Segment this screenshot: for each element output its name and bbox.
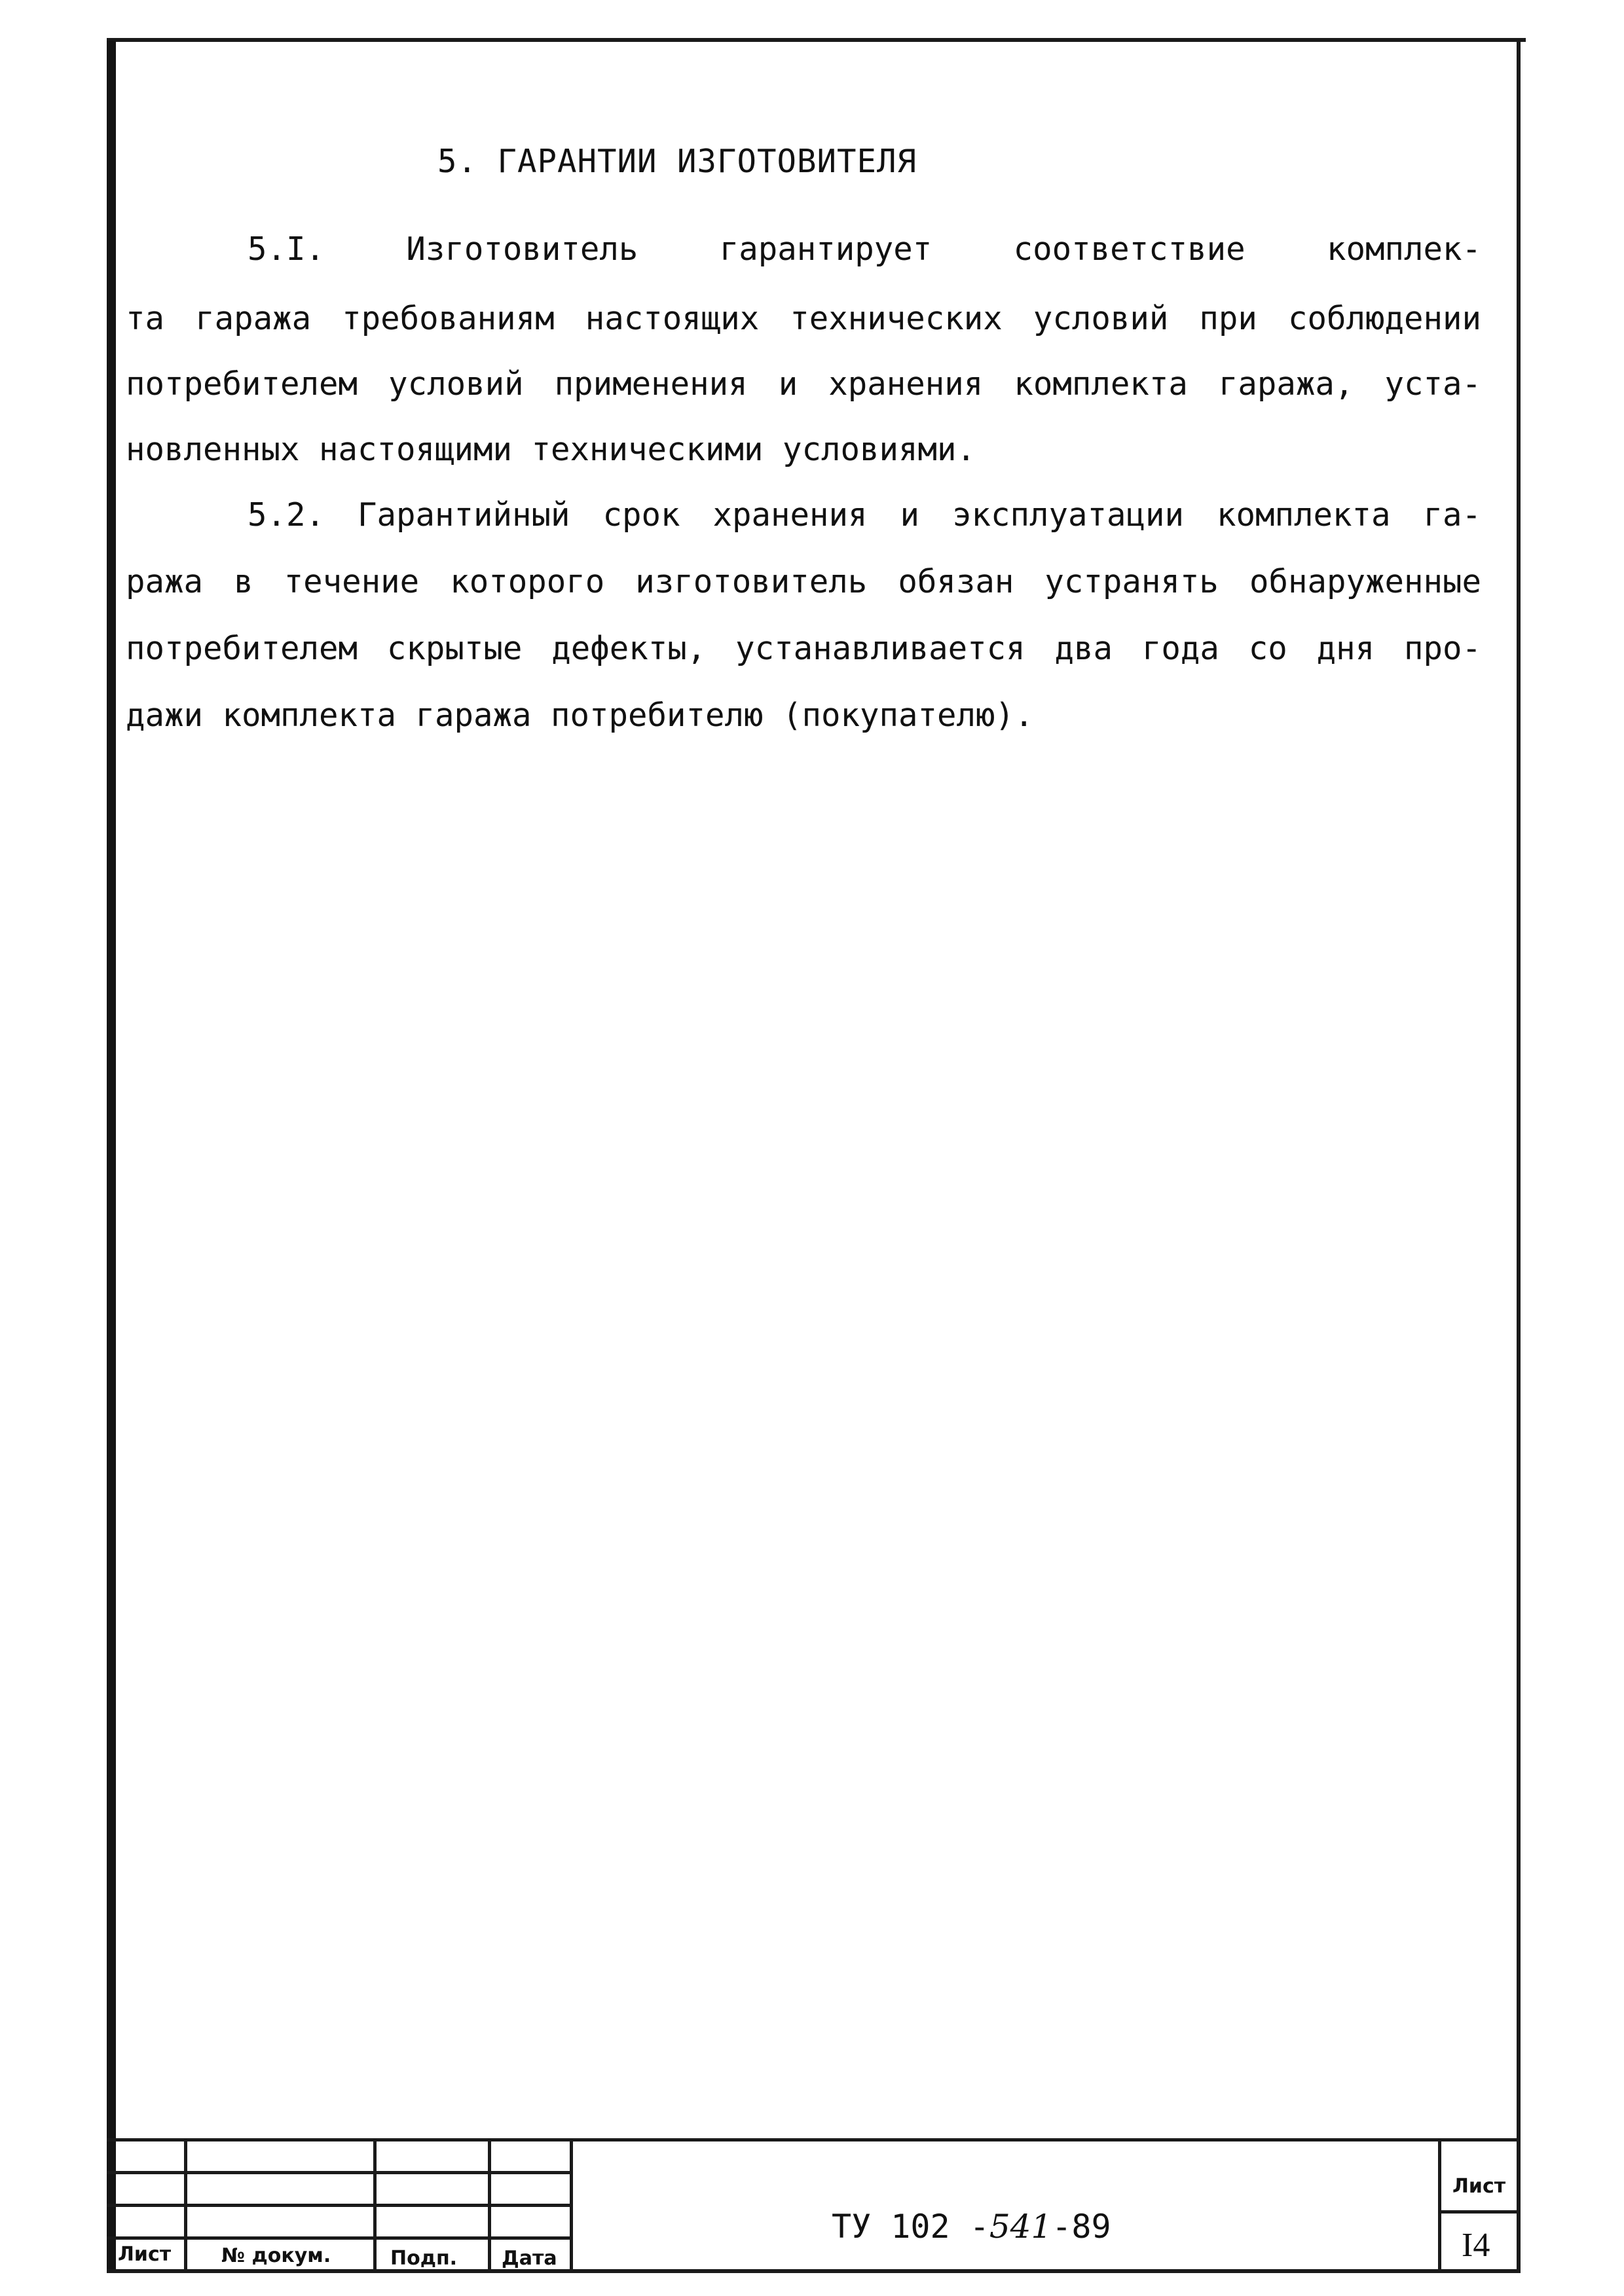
frame-bottom-border xyxy=(107,2269,1521,2273)
stamp-sheet-divider xyxy=(1438,2210,1521,2214)
document-code xyxy=(832,2208,1111,2246)
stamp-label-signature: Подп. xyxy=(390,2247,458,2270)
paragraph-1-line-4: новленных настоящими техническими условиями. xyxy=(126,431,976,468)
stamp-col-line-2 xyxy=(373,2138,377,2273)
stamp-row-line-1 xyxy=(107,2171,573,2174)
paragraph-2-line-2: ража в течение которого изготовитель обязан устранять обнаруженные xyxy=(126,563,1481,600)
frame-right-border xyxy=(1517,41,1521,2273)
frame-left-border xyxy=(107,41,116,2273)
stamp-row-line-3 xyxy=(107,2236,573,2240)
document-code-suffix: -89 xyxy=(1052,2208,1111,2246)
frame-top-border xyxy=(107,38,1522,42)
paragraph-1-line-3: потребителем условий применения и хранения комплекта гаража, уста- xyxy=(126,365,1481,403)
document-code-handwritten: 541 xyxy=(989,2208,1052,2246)
paragraph-2-line-3: потребителем скрытые дефекты, устанавливается два года со дня про- xyxy=(126,630,1481,667)
stamp-col-line-3 xyxy=(488,2138,491,2273)
stamp-row-line-2 xyxy=(107,2204,573,2207)
paragraph-1-line-1: 5.I. Изготовитель гарантирует соответствие комплек- xyxy=(248,230,1481,268)
stamp-label-doc-no: № докум. xyxy=(221,2244,331,2267)
section-heading: 5. ГАРАНТИИ ИЗГОТОВИТЕЛЯ xyxy=(437,143,917,180)
document-code-prefix: ТУ 102 - xyxy=(832,2208,989,2246)
paragraph-2-line-1: 5.2. Гарантийный срок хранения и эксплуатации комплекта га- xyxy=(248,496,1481,534)
paragraph-1-line-2: та гаража требованиям настоящих технических условий при соблюдении xyxy=(126,300,1481,337)
stamp-col-line-4 xyxy=(570,2138,573,2273)
sheet-label: Лист xyxy=(1452,2175,1506,2198)
stamp-sheet-col-line xyxy=(1438,2138,1441,2273)
sheet-number: I4 xyxy=(1462,2227,1490,2264)
stamp-col-line-1 xyxy=(184,2138,187,2273)
stamp-label-date: Дата xyxy=(502,2247,557,2270)
stamp-label-sheet: Лист xyxy=(118,2243,172,2266)
stamp-top-line xyxy=(107,2138,1521,2141)
paragraph-2-line-4: дажи комплекта гаража потребителю (покупателю). xyxy=(126,697,1034,734)
